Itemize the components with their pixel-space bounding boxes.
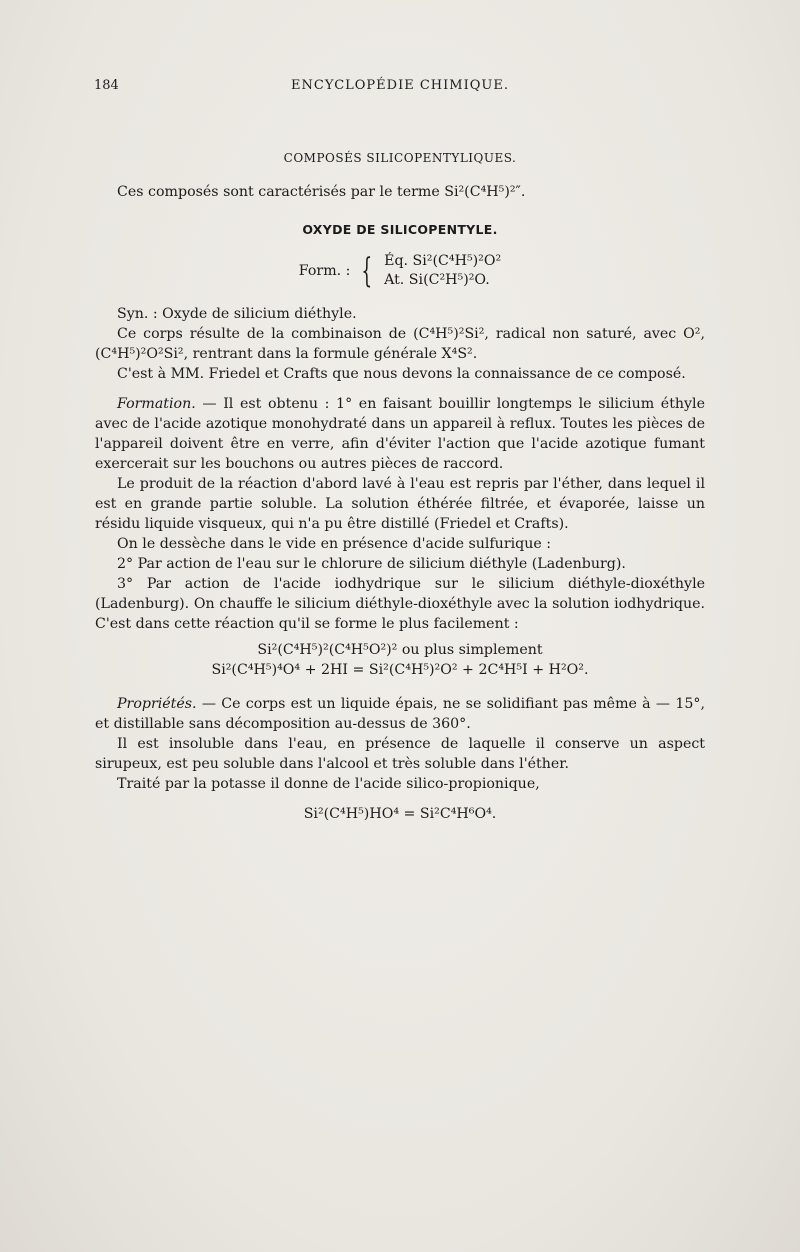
- brace-icon: {: [361, 251, 373, 291]
- paragraph: Il est insoluble dans l'eau, en présence de laquelle il conserve un aspect sirupeux, est peu soluble dans l'alcool et très soluble dans l'éther.: [95, 736, 705, 772]
- formula-equivalent: Éq. Si²(C⁴H⁵)²O²: [384, 253, 502, 269]
- page-header: [94, 78, 706, 98]
- paragraph: Ce corps résulte de la combinaison de (C⁴H⁵)²Si², radical non saturé, avec O², (C⁴H⁵)²O²Si², rentrant dans la formule générale X⁴S².: [95, 326, 705, 362]
- paragraph: Traité par la potasse il donne de l'acide silico-propionique,: [117, 776, 540, 792]
- properties-label: Propriétés.: [117, 696, 197, 712]
- page-number: 184: [94, 78, 119, 93]
- page-body: [95, 148, 705, 824]
- properties-text: — Ce corps est un liquide épais, ne se solidifiant pas même à — 15°, et distillable sans décomposition au-dessus de 360°.: [95, 696, 705, 732]
- formation-text: — Il est obtenu : 1° en faisant bouillir longtemps le silicium éthyle avec de l'acide azotique monohydraté dans un appareil à reflux. Toutes les pièces de l'appareil doivent être en verre, afin d'éviter l'action que l'acide azotique fumant exercerait sur les bouchons ou autres pièces de raccord.: [95, 396, 705, 472]
- section-title: COMPOSÉS SILICOPENTYLIQUES.: [283, 151, 517, 165]
- subsection-title: OXYDE DE SILICOPENTYLE.: [302, 222, 498, 237]
- equation-line: Si²(C⁴H⁵)HO⁴ = Si²C⁴H⁶O⁴.: [303, 806, 497, 822]
- paragraph: C'est à MM. Friedel et Crafts que nous devons la connaissance de ce composé.: [117, 366, 686, 382]
- formation-paragraph: [95, 394, 705, 474]
- equation-line: Si²(C⁴H⁵)⁴O⁴ + 2HI = Si²(C⁴H⁵)²O² + 2C⁴H⁵I + H²O².: [211, 662, 589, 678]
- formation-label: Formation.: [117, 396, 196, 412]
- running-title: ENCYCLOPÉDIE CHIMIQUE.: [291, 78, 509, 93]
- formula-atomic: At. Si(C²H⁵)²O.: [384, 272, 490, 288]
- paragraph: 3° Par action de l'acide iodhydrique sur le silicium diéthyle-dioxéthyle (Ladenburg). On chauffe le silicium diéthyle-dioxéthyle avec la solution iodhydrique. C'est dans cette réaction qu'il se forme le plus facilement :: [95, 576, 705, 632]
- properties-paragraph: [95, 694, 705, 734]
- paragraph: Le produit de la réaction d'abord lavé à l'eau est repris par l'éther, dans lequel il est en grande partie soluble. La solution éthérée filtrée, et évaporée, laisse un résidu liquide visqueux, qui n'a pu être distillé (Friedel et Crafts).: [95, 476, 705, 532]
- formula-block: [95, 252, 705, 290]
- section-intro: Ces composés sont caractérisés par le terme Si²(C⁴H⁵)²″.: [117, 184, 526, 200]
- paragraph: 2° Par action de l'eau sur le chlorure de silicium diéthyle (Ladenburg).: [117, 556, 626, 572]
- equation-line: Si²(C⁴H⁵)²(C⁴H⁵O²)² ou plus simplement: [257, 642, 543, 658]
- formula-label: Form. :: [298, 263, 351, 279]
- paragraph: On le dessèche dans le vide en présence d'acide sulfurique :: [117, 536, 552, 552]
- synonym-line: Syn. : Oxyde de silicium diéthyle.: [117, 306, 357, 322]
